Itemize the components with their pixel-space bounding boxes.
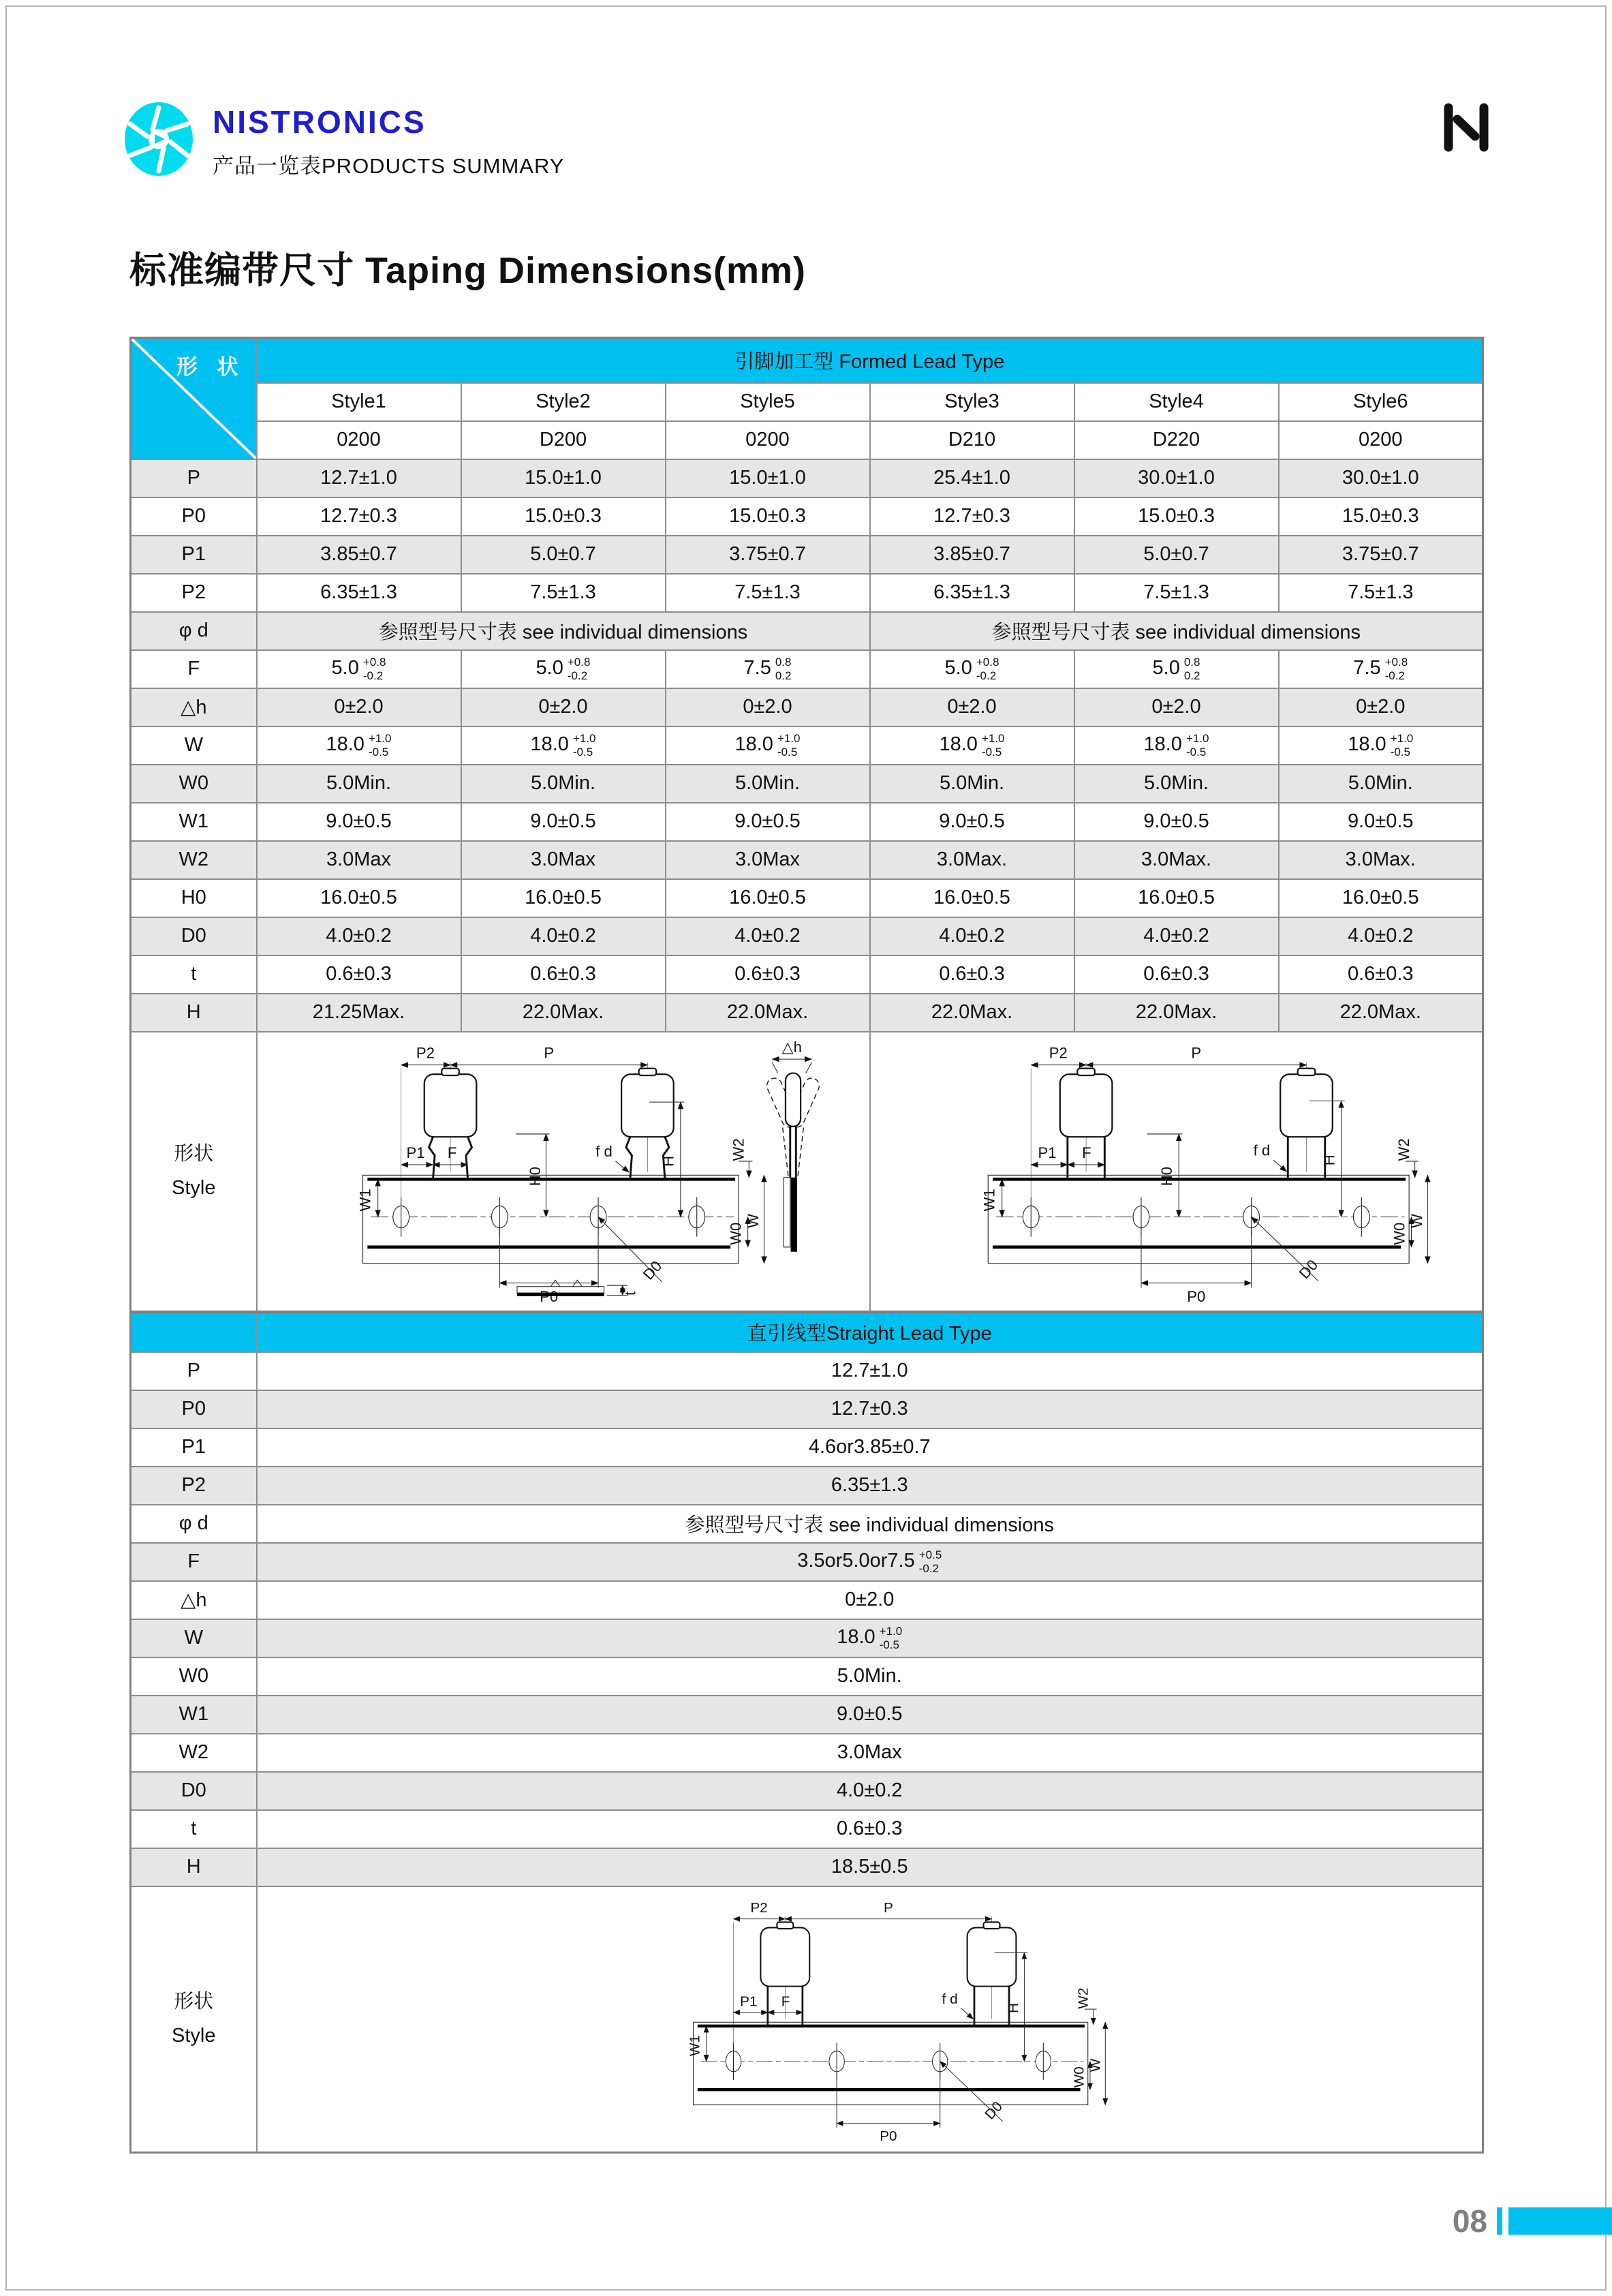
- value-cell: 0.6±0.3: [461, 955, 666, 994]
- dim-label-w2: W2: [1075, 1987, 1091, 2009]
- aperture-logo-icon: [123, 101, 195, 177]
- style-code-header: 0200: [1279, 421, 1483, 459]
- value-cell: 5.0Min.: [1279, 765, 1483, 803]
- value-cell: 18.0 +1.0 -0.5: [461, 726, 666, 765]
- value-cell: 3.5or5.0or7.5 +0.5 -0.2: [257, 1543, 1483, 1581]
- formed-lead-diagram-left: [257, 1032, 870, 1312]
- table-row: [131, 1581, 1483, 1619]
- param-cell: D0: [131, 917, 257, 955]
- value-cell: 18.0 +1.0 -0.5: [1279, 726, 1483, 765]
- value-cell: 0.6±0.3: [1074, 955, 1279, 994]
- table-row: [131, 1619, 1483, 1657]
- value-cell: 22.0Max.: [1279, 994, 1483, 1032]
- dim-label-p1: P1: [740, 1993, 758, 2010]
- param-cell: W1: [131, 803, 257, 841]
- dimension-labels: [356, 1044, 761, 1304]
- value-cell: 5.0Min.: [257, 765, 461, 803]
- value-cell: 30.0±1.0: [1074, 459, 1279, 498]
- param-cell: t: [131, 1810, 257, 1848]
- style-code-header: D210: [870, 421, 1074, 459]
- dim-label-p0: P0: [1187, 1287, 1206, 1305]
- brand-header: [123, 101, 564, 179]
- value-cell: 0±2.0: [257, 1581, 1483, 1619]
- page-number: 08: [1452, 2203, 1487, 2239]
- param-cell: H0: [131, 879, 257, 917]
- value-cell: 12.7±1.0: [257, 459, 461, 498]
- table-row: [131, 765, 1483, 803]
- table-row: [131, 536, 1483, 574]
- value-cell: 16.0±0.5: [666, 879, 870, 917]
- table-row: [131, 1696, 1483, 1734]
- dim-label-p1: P1: [1038, 1144, 1057, 1161]
- value-cell: 0±2.0: [1074, 688, 1279, 726]
- value-cell: 15.0±0.3: [461, 498, 666, 536]
- value-cell: 12.7±1.0: [257, 1352, 1483, 1390]
- straight-lead-table: [129, 1311, 1484, 2154]
- formed-table-body: [131, 459, 1483, 1032]
- value-cell: 3.0Max.: [870, 841, 1074, 879]
- value-cell: 16.0±0.5: [1279, 879, 1483, 917]
- table-row: [131, 1810, 1483, 1848]
- value-cell: 3.0Max.: [1279, 841, 1483, 879]
- param-cell: W2: [131, 1734, 257, 1772]
- value-cell: 4.6or3.85±0.7: [257, 1428, 1483, 1467]
- value-cell: 5.0 +0.8 -0.2: [461, 650, 666, 688]
- param-cell: F: [131, 650, 257, 688]
- dim-label-w0: W0: [726, 1222, 744, 1245]
- value-cell: 5.0Min.: [1074, 765, 1279, 803]
- param-cell: D0: [131, 1772, 257, 1810]
- page-title: 标准编带尺寸 Taping Dimensions(mm): [129, 250, 807, 292]
- dimension-labels: [981, 1044, 1425, 1304]
- param-cell: W: [131, 1619, 257, 1657]
- footer-accent-bar: [1508, 2207, 1612, 2235]
- table-row: [131, 459, 1483, 498]
- value-cell: 18.0 +1.0 -0.5: [870, 726, 1074, 765]
- value-cell: 15.0±0.3: [1074, 498, 1279, 536]
- value-cell: 9.0±0.5: [461, 803, 666, 841]
- value-cell: 3.0Max: [461, 841, 666, 879]
- style-name-header: Style2: [461, 383, 666, 421]
- value-cell: 12.7±0.3: [257, 1390, 1483, 1428]
- dim-label-h0: H0: [526, 1166, 544, 1186]
- param-cell: W2: [131, 841, 257, 879]
- straight-table-header: 直引线型Straight Lead Type: [257, 1313, 1483, 1352]
- brand-logo-text: NISTRONICS: [213, 104, 427, 140]
- value-cell: 4.0±0.2: [1279, 917, 1483, 955]
- param-cell: t: [131, 955, 257, 994]
- table-row: [131, 1505, 1483, 1543]
- footer-accent-tick: [1497, 2207, 1502, 2235]
- value-cell: 5.0Min.: [461, 765, 666, 803]
- param-cell: P1: [131, 1428, 257, 1467]
- param-cell: P: [131, 1352, 257, 1390]
- value-cell: 18.5±0.5: [257, 1848, 1483, 1886]
- formed-lead-table: [129, 337, 1484, 1313]
- value-cell: 6.35±1.3: [870, 574, 1074, 612]
- value-cell: 0±2.0: [666, 688, 870, 726]
- param-cell: △h: [131, 688, 257, 726]
- taping-diagram-formed-b: [876, 1032, 1476, 1305]
- value-cell: 7.5 +0.8 -0.2: [1279, 650, 1483, 688]
- param-cell: W: [131, 726, 257, 765]
- table-row: [131, 498, 1483, 536]
- straight-lead-diagram: [257, 1886, 1483, 2153]
- param-cell: H: [131, 994, 257, 1032]
- value-cell: 22.0Max.: [1074, 994, 1279, 1032]
- value-cell: 0.6±0.3: [870, 955, 1074, 994]
- param-cell: P2: [131, 1467, 257, 1505]
- dim-label-d0: D0: [982, 2098, 1006, 2123]
- table-row: [131, 917, 1483, 955]
- param-cell: φ d: [131, 1505, 257, 1543]
- dim-label-fd: f d: [942, 1991, 958, 2008]
- value-cell: 18.0 +1.0 -0.5: [666, 726, 870, 765]
- dim-label-h: H: [1006, 2003, 1022, 2014]
- value-cell: 12.7±0.3: [257, 498, 461, 536]
- value-cell: 4.0±0.2: [870, 917, 1074, 955]
- table-row: [131, 1657, 1483, 1696]
- value-cell: 3.85±0.7: [257, 536, 461, 574]
- param-cell: P: [131, 459, 257, 498]
- value-cell: 7.5 0.8 0.2: [666, 650, 870, 688]
- table-row: [131, 1543, 1483, 1581]
- taping-diagram-straight: [570, 1888, 1169, 2144]
- dim-label-w1: W1: [980, 1188, 998, 1212]
- value-cell: 22.0Max.: [666, 994, 870, 1032]
- page-footer: [1453, 2203, 1612, 2239]
- value-cell: 参照型号尺寸表 see individual dimensions: [257, 612, 870, 650]
- dim-label-p0: P0: [880, 2128, 897, 2144]
- table-row: [131, 688, 1483, 726]
- brand-tagline: 产品一览表PRODUCTS SUMMARY: [213, 154, 565, 178]
- table-row: [131, 955, 1483, 994]
- value-cell: 16.0±0.5: [1074, 879, 1279, 917]
- value-cell: 0±2.0: [461, 688, 666, 726]
- value-cell: 参照型号尺寸表 see individual dimensions: [257, 1505, 1483, 1543]
- table-row: [131, 726, 1483, 765]
- table-row: [131, 841, 1483, 879]
- style-name-header: Style4: [1074, 383, 1279, 421]
- corner-label: 形 状: [176, 355, 245, 379]
- value-cell: 7.5±1.3: [1074, 574, 1279, 612]
- value-cell: 15.0±1.0: [461, 459, 666, 498]
- table-row: [131, 1734, 1483, 1772]
- corner-shape-cell: [131, 338, 257, 459]
- straight-table-corner: [131, 1313, 257, 1352]
- dim-label-w1: W1: [356, 1188, 374, 1212]
- value-cell: 0±2.0: [1279, 688, 1483, 726]
- dim-label-w: W: [1408, 1213, 1426, 1228]
- value-cell: 5.0 +0.8 -0.2: [870, 650, 1074, 688]
- value-cell: 5.0±0.7: [1074, 536, 1279, 574]
- value-cell: 4.0±0.2: [257, 1772, 1483, 1810]
- value-cell: 9.0±0.5: [257, 1696, 1483, 1734]
- table-row: [131, 994, 1483, 1032]
- value-cell: 7.5±1.3: [1279, 574, 1483, 612]
- dim-label-h: H: [660, 1155, 677, 1167]
- table-row: [131, 1390, 1483, 1428]
- dim-label-h: H: [1320, 1154, 1338, 1165]
- taping-diagram-formed-a: [264, 1032, 863, 1305]
- dim-label-f: F: [447, 1144, 456, 1161]
- param-cell: W0: [131, 765, 257, 803]
- dim-label-f: F: [781, 1993, 790, 2010]
- value-cell: 3.0Max: [257, 841, 461, 879]
- dim-label-delta-h: △h: [781, 1038, 802, 1056]
- dim-label-p2: P2: [416, 1043, 435, 1061]
- value-cell: 0.6±0.3: [257, 1810, 1483, 1848]
- dim-label-p1: P1: [405, 1144, 425, 1161]
- dim-label-p: P: [1191, 1043, 1202, 1061]
- table-row: [131, 1467, 1483, 1505]
- style-row-label: 形状 Style: [131, 1886, 257, 2153]
- value-cell: 3.75±0.7: [666, 536, 870, 574]
- value-cell: 0.6±0.3: [666, 955, 870, 994]
- param-cell: W0: [131, 1657, 257, 1696]
- value-cell: 9.0±0.5: [1074, 803, 1279, 841]
- style-code-header: 0200: [257, 421, 461, 459]
- param-cell: φ d: [131, 612, 257, 650]
- value-cell: 3.75±0.7: [1279, 536, 1483, 574]
- dim-label-d0: D0: [639, 1257, 665, 1283]
- value-cell: 4.0±0.2: [1074, 917, 1279, 955]
- value-cell: 15.0±0.3: [1279, 498, 1483, 536]
- param-cell: H: [131, 1848, 257, 1886]
- dim-label-fd: f d: [1253, 1141, 1271, 1159]
- value-cell: 5.0 +0.8 -0.2: [257, 650, 461, 688]
- param-cell: P2: [131, 574, 257, 612]
- dim-label-w2: W2: [1395, 1137, 1413, 1161]
- table-row: [131, 1428, 1483, 1467]
- table-row: [131, 574, 1483, 612]
- value-cell: 5.0Min.: [257, 1657, 1483, 1696]
- param-cell: △h: [131, 1581, 257, 1619]
- param-cell: F: [131, 1543, 257, 1581]
- table-row: [131, 803, 1483, 841]
- table-row: [131, 1352, 1483, 1390]
- style-name-header: Style5: [666, 383, 870, 421]
- value-cell: 5.0±0.7: [461, 536, 666, 574]
- value-cell: 18.0 +1.0 -0.5: [1074, 726, 1279, 765]
- table-row: [131, 612, 1483, 650]
- value-cell: 3.0Max: [257, 1734, 1483, 1772]
- param-cell: P0: [131, 1390, 257, 1428]
- value-cell: 16.0±0.5: [870, 879, 1074, 917]
- value-cell: 5.0Min.: [870, 765, 1074, 803]
- dim-label-w: W: [744, 1213, 762, 1228]
- value-cell: 25.4±1.0: [870, 459, 1074, 498]
- value-cell: 9.0±0.5: [870, 803, 1074, 841]
- value-cell: 参照型号尺寸表 see individual dimensions: [870, 612, 1483, 650]
- table-row: [131, 1772, 1483, 1810]
- dim-label-f: F: [1082, 1144, 1091, 1161]
- dim-label-fd: f d: [595, 1142, 613, 1160]
- dim-label-w0: W0: [1391, 1222, 1408, 1245]
- thickness-detail: [516, 1280, 638, 1296]
- value-cell: 3.85±0.7: [870, 536, 1074, 574]
- value-cell: 9.0±0.5: [666, 803, 870, 841]
- style-name-header: Style1: [257, 383, 461, 421]
- style-code-header: D220: [1074, 421, 1279, 459]
- value-cell: 18.0 +1.0 -0.5: [257, 726, 461, 765]
- value-cell: 6.35±1.3: [257, 574, 461, 612]
- value-cell: 4.0±0.2: [257, 917, 461, 955]
- value-cell: 12.7±0.3: [870, 498, 1074, 536]
- dim-label-p: P: [884, 1900, 894, 1916]
- value-cell: 0±2.0: [257, 688, 461, 726]
- table-row: [131, 650, 1483, 688]
- value-cell: 15.0±0.3: [666, 498, 870, 536]
- value-cell: 3.0Max.: [1074, 841, 1279, 879]
- value-cell: 22.0Max.: [870, 994, 1074, 1032]
- style-code-header: 0200: [666, 421, 870, 459]
- style-name-header: Style3: [870, 383, 1074, 421]
- value-cell: 5.0Min.: [666, 765, 870, 803]
- dim-label-p0: P0: [539, 1287, 558, 1305]
- n-monogram-icon: [1439, 101, 1493, 155]
- param-cell: W1: [131, 1696, 257, 1734]
- dim-label-d0: D0: [1295, 1255, 1322, 1282]
- value-cell: 7.5±1.3: [461, 574, 666, 612]
- value-cell: 18.0 +1.0 -0.5: [257, 1619, 1483, 1657]
- dim-label-p2: P2: [750, 1900, 768, 1916]
- dim-label-p: P: [543, 1043, 554, 1061]
- value-cell: 16.0±0.5: [461, 879, 666, 917]
- style-row-label: 形状 Style: [131, 1032, 257, 1312]
- style-code-header: D200: [461, 421, 666, 459]
- dim-label-t: t: [621, 1291, 639, 1296]
- style-name-header: Style6: [1279, 383, 1483, 421]
- value-cell: 4.0±0.2: [461, 917, 666, 955]
- formed-table-header: 引脚加工型 Formed Lead Type: [257, 338, 1483, 383]
- value-cell: 0±2.0: [870, 688, 1074, 726]
- dim-label-w1: W1: [687, 2035, 703, 2057]
- param-cell: P0: [131, 498, 257, 536]
- value-cell: 9.0±0.5: [1279, 803, 1483, 841]
- value-cell: 3.0Max: [666, 841, 870, 879]
- dim-label-w0: W0: [1071, 2066, 1087, 2088]
- value-cell: 9.0±0.5: [257, 803, 461, 841]
- carrier-tape: [694, 2022, 1088, 2104]
- formed-lead-diagram-right: [870, 1032, 1483, 1312]
- carrier-tape: [362, 1175, 738, 1263]
- straight-table-body: [131, 1352, 1483, 1886]
- table-row: [131, 1848, 1483, 1886]
- value-cell: 21.25Max.: [257, 994, 461, 1032]
- dim-label-w: W: [1087, 2058, 1104, 2072]
- value-cell: 30.0±1.0: [1279, 459, 1483, 498]
- value-cell: 0.6±0.3: [1279, 955, 1483, 994]
- value-cell: 7.5±1.3: [666, 574, 870, 612]
- side-view: [764, 1038, 822, 1251]
- dim-label-w2: W2: [730, 1137, 747, 1161]
- dim-label-p2: P2: [1049, 1043, 1068, 1061]
- dim-label-h0: H0: [1158, 1166, 1176, 1186]
- value-cell: 5.0 0.8 0.2: [1074, 650, 1279, 688]
- value-cell: 22.0Max.: [461, 994, 666, 1032]
- value-cell: 6.35±1.3: [257, 1467, 1483, 1505]
- value-cell: 4.0±0.2: [666, 917, 870, 955]
- param-cell: P1: [131, 536, 257, 574]
- value-cell: 0.6±0.3: [257, 955, 461, 994]
- table-row: [131, 879, 1483, 917]
- value-cell: 16.0±0.5: [257, 879, 461, 917]
- carrier-tape: [989, 1175, 1410, 1263]
- value-cell: 15.0±1.0: [666, 459, 870, 498]
